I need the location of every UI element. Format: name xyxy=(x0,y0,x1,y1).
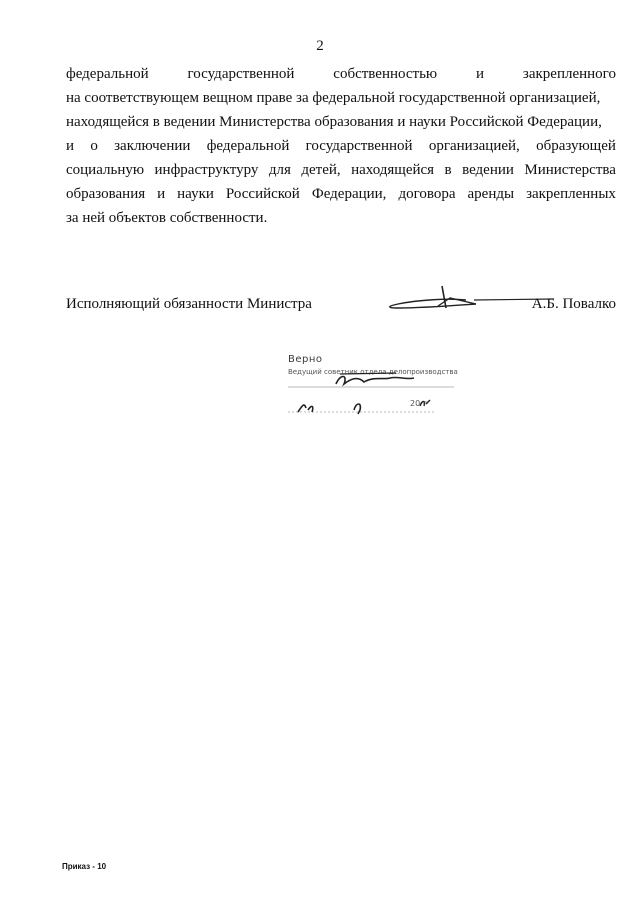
stamp-title: Верно xyxy=(288,354,323,365)
body-line xyxy=(66,62,616,86)
body-word: федеральной xyxy=(206,138,290,154)
body-word: в xyxy=(444,162,452,178)
body-word: находящейся xyxy=(351,162,435,178)
stamp-date-year: 20 г xyxy=(410,399,427,408)
body-word: для xyxy=(268,162,291,178)
body-line: на соответствующем вещном праве за федеральной государственной организацией, xyxy=(66,90,601,106)
body-word: Министерства xyxy=(524,162,616,178)
body-word: организацией, xyxy=(428,138,520,154)
body-line: за ней объектов собственности. xyxy=(66,210,268,226)
signature-block xyxy=(66,292,616,322)
body-word: социальную xyxy=(66,162,145,178)
body-word: детей, xyxy=(301,162,341,178)
certification-stamp xyxy=(284,354,464,424)
body-word: федеральной xyxy=(66,66,149,82)
body-word: и xyxy=(476,66,485,82)
body-word: государственной xyxy=(305,138,413,154)
document-body xyxy=(66,62,616,230)
body-word: заключении xyxy=(114,138,191,154)
body-line: находящейся в ведении Министерства образования и науки Российской Федерации, xyxy=(66,114,602,130)
body-word: государственной xyxy=(187,66,295,82)
body-word: образования xyxy=(66,186,146,202)
body-word: Российской xyxy=(225,186,300,202)
footer-form-code: Приказ - 10 xyxy=(62,862,107,871)
body-line xyxy=(66,158,616,182)
body-word: инфраструктуру xyxy=(154,162,259,178)
body-word: аренды xyxy=(467,186,515,202)
page-number: 2 xyxy=(316,38,324,54)
body-word: закрепленного xyxy=(522,66,616,82)
stamp-subtitle: Ведущий советник отдела делопроизводства xyxy=(288,368,458,376)
body-word: Федерации, xyxy=(311,186,387,202)
body-word: собственностью xyxy=(333,66,438,82)
body-word: договора xyxy=(398,186,456,202)
body-word: и xyxy=(157,186,166,202)
body-word: образующей xyxy=(536,138,616,154)
body-word: о xyxy=(90,138,98,154)
stamp-handwriting xyxy=(284,354,464,424)
body-word: и xyxy=(66,138,75,154)
signatory-position: Исполняющий обязанности Министра xyxy=(66,296,312,312)
body-line xyxy=(66,134,616,158)
body-word: ведении xyxy=(462,162,514,178)
signatory-name: А.Б. Повалко xyxy=(531,296,616,312)
body-word: закрепленных xyxy=(526,186,616,202)
body-word: науки xyxy=(177,186,214,202)
body-line xyxy=(66,182,616,206)
